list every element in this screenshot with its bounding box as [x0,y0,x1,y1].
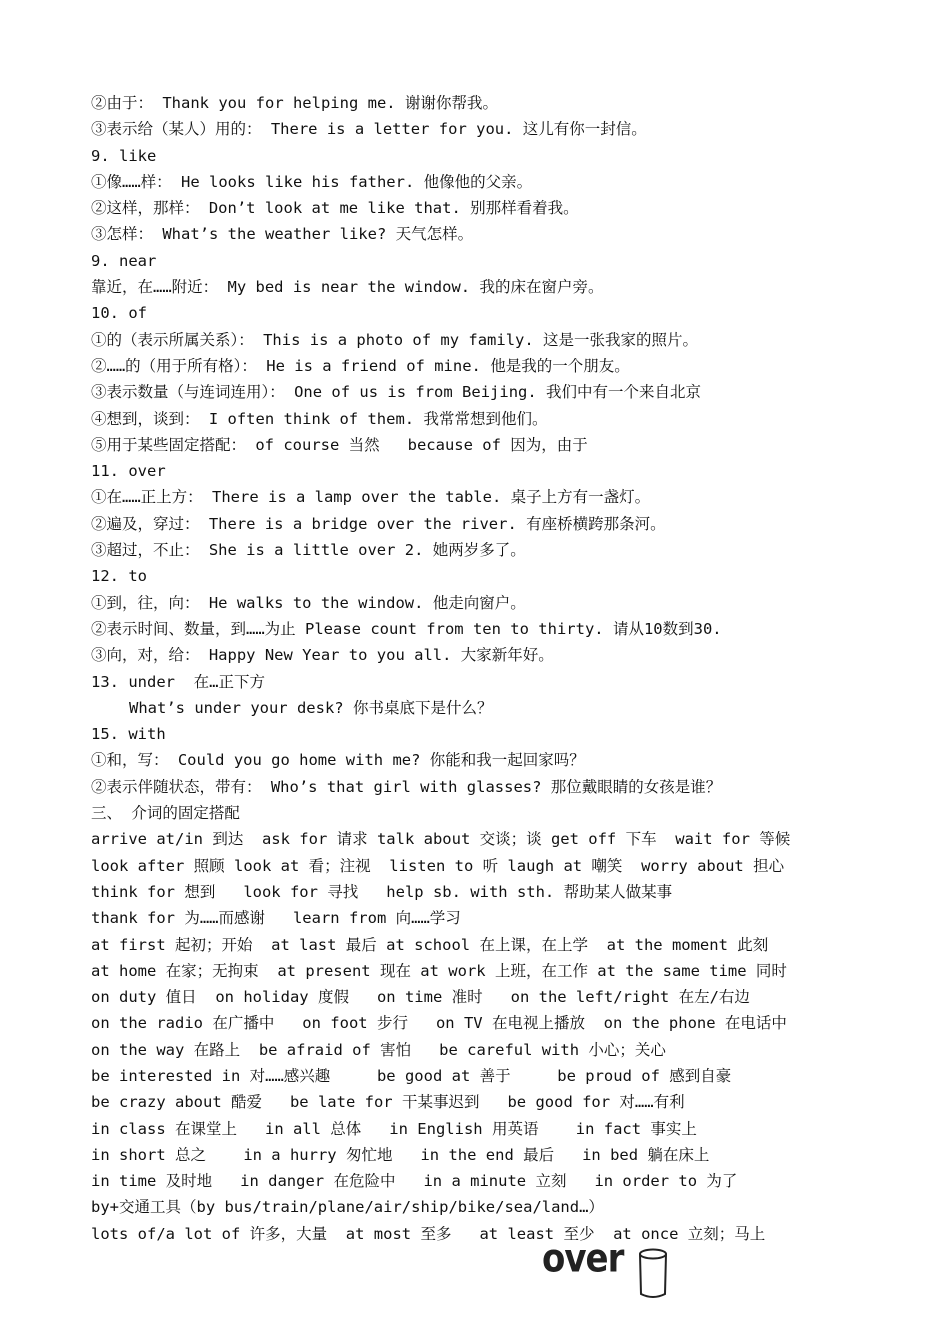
text-line: in time 及时地 in danger 在危险中 in a minute 立刻 in order to 为了 [91,1172,738,1191]
text-line: by+交通工具（by bus/train/plane/air/ship/bike/sea/land…） [91,1198,604,1217]
text-line: at first 起初；开始 at last 最后 at school 在上课，在上学 at the moment 此刻 [91,935,769,954]
text-line: be crazy about 酷爱 be late for 干某事迟到 be good for 对……有利 [91,1093,685,1112]
text-line: on the radio 在广播中 on foot 步行 on TV 在电视上播放 on the phone 在电话中 [91,1014,787,1033]
text-line: ①像……样： He looks like his father. 他像他的父亲。 [91,172,533,191]
text-line: ③怎样： What’s the weather like? 天气怎样。 [91,225,474,244]
text-line: on duty 值日 on holiday 度假 on time 准时 on the left/right 在左/右边 [91,988,750,1007]
text-line: 13. under 在…正下方 [91,672,265,691]
text-line: ①的（表示所属关系）： This is a photo of my family. 这是一张我家的照片。 [91,330,699,349]
text-line: 15. with [91,725,166,744]
text-line: lots of/a lot of 许多，大量 at most 至多 at least 至少 at once 立刻；马上 [91,1224,766,1243]
text-line: ①在……正上方： There is a lamp over the table. 桌子上方有一盏灯。 [91,488,651,507]
text-line: in short 总之 in a hurry 匆忙地 in the end 最后 in bed 躺在床上 [91,1145,710,1164]
text-line: look after 照顾 look at 看；注视 listen to 听 laugh at 嘲笑 worry about 担心 [91,856,785,875]
text-line: 靠近，在……附近： My bed is near the window. 我的床在窗户旁。 [91,278,604,297]
text-line: ③表示数量（与连词连用）： One of us is from Beijing. 我们中有一个来自北京 [91,383,702,402]
text-line: ④想到，谈到： I often think of them. 我常常想到他们。 [91,409,548,428]
text-line: arrive at/in 到达 ask for 请求 talk about 交谈；谈 get off 下车 wait for 等候 [91,830,791,849]
text-line: 10. of [91,304,147,323]
text-line: thank for 为……而感谢 learn from 向……学习 [91,909,461,928]
text-line: ①和，写： Could you go home with me? 你能和我一起回家吗？ [91,751,585,770]
text-line: ②表示伴随状态，带有： Who’s that girl with glasses? 那位戴眼睛的女孩是谁？ [91,777,722,796]
text-line: ③超过，不止： She is a little over 2. 她两岁多了。 [91,541,526,560]
text-line: ②……的（用于所有格）： He is a friend of mine. 他是我的一个朋友。 [91,356,630,375]
text-line: ②由于： Thank you for helping me. 谢谢你帮我。 [91,94,498,112]
text-line: think for 想到 look for 寻找 help sb. with sth. 帮助某人做某事 [91,882,673,901]
text-line: 11. over [91,462,166,481]
document-body [91,90,891,1247]
footer-over-text: over [542,1236,624,1282]
text-line: 9. like [91,146,157,165]
text-line: ②这样，那样： Don’t look at me like that. 别那样看着我。 [91,199,579,218]
text-line: on the way 在路上 be afraid of 害怕 be careful with 小心；关心 [91,1040,666,1059]
text-line: ⑤用于某些固定搭配： of course 当然 because of 因为，由于 [91,435,588,454]
text-line: 12. to [91,567,147,586]
text-line: ①到，往，向： He walks to the window. 他走向窗户。 [91,593,526,612]
text-line: be interested in 对……感兴趣 be good at 善于 be proud of 感到自豪 [91,1066,732,1085]
text-line: ③表示给（某人）用的： There is a letter for you. 这儿有你一封信。 [91,120,647,139]
text-line: ②遍及，穿过： There is a bridge over the river. 有座桥横跨那条河。 [91,514,666,533]
text-line: What’s under your desk? 你书桌底下是什么？ [129,698,493,717]
text-line: ③向，对，给： Happy New Year to you all. 大家新年好。 [91,646,554,665]
text-line: 9. near [91,251,157,270]
text-line: ②表示时间、数量，到……为止 Please count from ten to thirty. 请从10数到30. [91,619,722,638]
text-line: in class 在课堂上 in all 总体 in English 用英语 in fact 事实上 [91,1119,697,1138]
cup-icon [637,1248,669,1300]
text-line: at home 在家；无拘束 at present 现在 at work 上班，在工作 at the same time 同时 [91,961,787,980]
text-line: 三、 介词的固定搭配 [91,804,240,823]
